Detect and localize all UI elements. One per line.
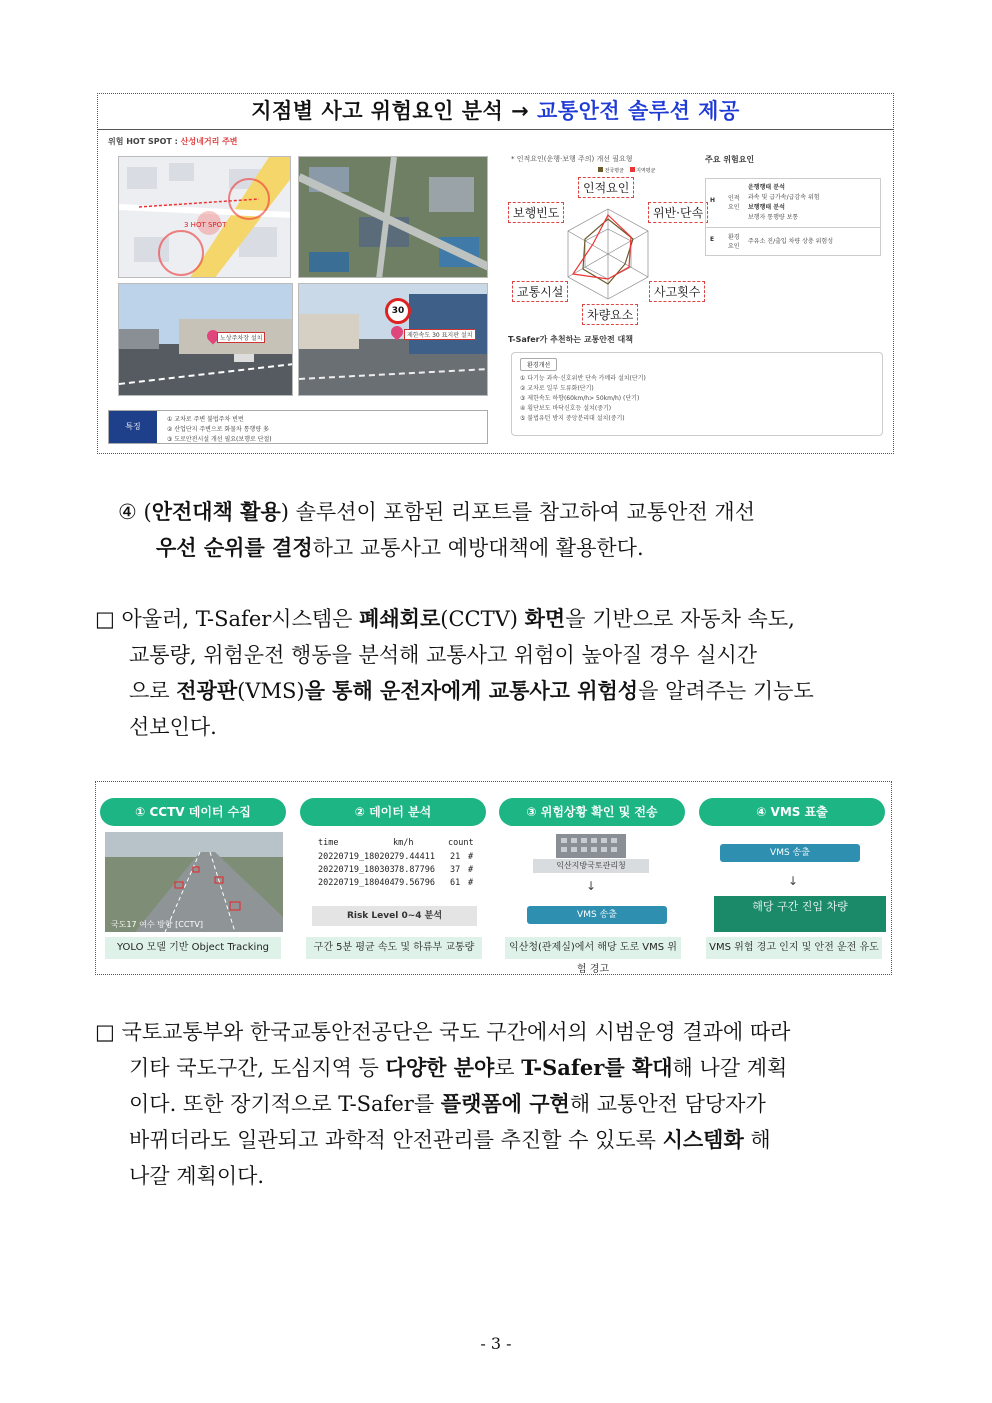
- para1-marker: ④: [118, 500, 137, 524]
- risk-item: 보행행태 분석: [748, 204, 785, 211]
- para3-line3: [95, 1086, 900, 1122]
- table-cell: 37: [450, 865, 461, 875]
- table-cell: 20220719_180303: [318, 865, 395, 875]
- para3-text: 해 교통안전 담당자가: [569, 1092, 766, 1116]
- table-row: [318, 878, 478, 891]
- map-illustration: [119, 157, 291, 278]
- radar-label-pedestrian: 보행빈도: [508, 202, 564, 223]
- feature-item: ② 산업단지 주변으로 화물차 통행량 多: [167, 426, 270, 433]
- map-hotspot-text: 3 HOT SPOT: [184, 221, 227, 229]
- risk-grade: E: [710, 236, 715, 243]
- table-cell: 21: [450, 852, 461, 862]
- cctv-overlay-text: 국도17 여수 방향 [CCTV]: [111, 920, 203, 929]
- table-cell: #: [468, 865, 474, 875]
- radar-label-vehicle: 차량요소: [582, 304, 638, 325]
- photo-tag-speed: 제한속도 30 표지판 설치: [404, 329, 476, 340]
- aerial-illustration: [299, 157, 488, 278]
- vehicle-entry-label: 해당 구간 진입 차량: [752, 900, 848, 913]
- vms-send-label-2: VMS 송출: [770, 848, 810, 858]
- paragraph-expansion-plan: [95, 1014, 900, 1194]
- table-cell: 20220719_180202: [318, 852, 395, 862]
- para3-text: 바뀌더라도 일관되고 과학적 안전관리를 추진할 수 있도록: [129, 1128, 663, 1152]
- para1-line1: [118, 494, 898, 530]
- risk-item: 주유소 진/출입 차량 상충 위험성: [748, 238, 833, 245]
- radar-label-accidents: 사고횟수: [649, 281, 705, 302]
- para3-bold: 다양한 분야: [385, 1055, 495, 1080]
- para3-bold: 시스템화: [662, 1127, 744, 1152]
- table-header-cell: count: [448, 838, 474, 848]
- checkbox-marker: □: [95, 1020, 115, 1044]
- figure-title-highlight: 교통안전 솔루션 제공: [537, 99, 740, 123]
- caption-vms: VMS 위험 경고 인지 및 안전 운전 유도: [706, 937, 882, 959]
- measures-box: [511, 352, 883, 436]
- risk-item: 과속 및 급가속/급감속 위험: [748, 194, 820, 201]
- para1-line2: [118, 530, 898, 566]
- table-header-cell: km/h: [393, 838, 414, 848]
- speed-limit-sign-icon: 30: [385, 298, 411, 324]
- radar-label-violation: 위반·단속: [648, 202, 708, 223]
- para1-text2: 하고 교통사고 예방대책에 활용한다.: [312, 536, 644, 560]
- risk-analysis-figure: [97, 93, 894, 454]
- para3-bold: T-Safer를 확대: [521, 1055, 673, 1080]
- step-pill-confirm: ③ 위험상황 확인 및 전송: [499, 798, 685, 826]
- para1-bold2: 우선 순위를 결정: [156, 535, 313, 560]
- para1-text1: ) 솔루션이 포함된 리포트를 참고하여 교통안전 개선: [280, 500, 755, 524]
- measure-item: ① 다기능 과속·신호위반 단속 카메라 설치(단기): [520, 375, 646, 382]
- table-cell: 20220719_180404: [318, 878, 395, 888]
- arrow-down-icon: ↓: [788, 874, 799, 888]
- vms-send-bar: [527, 906, 667, 924]
- table-header: [318, 838, 478, 852]
- para3-line4: [95, 1122, 900, 1158]
- para1-open-paren: (: [143, 500, 152, 524]
- risk-item: 보행자 통행량 보통: [748, 214, 799, 221]
- para2-line3: [95, 673, 900, 709]
- measure-item: ② 교차로 일부 도류화(단기): [520, 385, 594, 392]
- hotspot-label-text: 위험 HOT SPOT :: [108, 137, 178, 146]
- para3-text: 이다. 또한 장기적으로 T-Safer를: [129, 1092, 441, 1116]
- checkbox-marker: □: [95, 607, 115, 631]
- feature-label: 특징: [109, 411, 157, 443]
- aerial-photo: [298, 156, 488, 278]
- cctv-image: [105, 832, 283, 932]
- vms-send-label: VMS 송출: [577, 910, 617, 920]
- measure-item: ④ 횡단보도 바닥신호등 설치(중기): [520, 405, 612, 412]
- main-risk-title: 주요 위험요인: [705, 155, 755, 164]
- vehicle-entry-box: [714, 896, 886, 932]
- para3-line1: [95, 1014, 900, 1050]
- cctv-road-illustration: [105, 832, 283, 932]
- para2-line2: 교통량, 위험운전 행동을 분석해 교통사고 위험이 높아질 경우 실시간: [129, 643, 758, 667]
- radar-caption: * 인적요인(운행·보행 주의) 개선 필요형: [511, 155, 633, 163]
- risk-row: [706, 179, 880, 228]
- para2-text: (VMS): [237, 679, 305, 703]
- figure-title-prefix: 지점별 사고 위험요인 분석 →: [251, 99, 530, 123]
- table-cell: #: [468, 852, 474, 862]
- measure-item: ③ 제한속도 하향(60km/h> 50km/h) (단기): [520, 395, 640, 402]
- table-cell: 61: [450, 878, 461, 888]
- page-number: - 3 -: [480, 1334, 512, 1353]
- tsafer-measures-title: T-Safer가 추천하는 교통안전 대책: [508, 335, 633, 344]
- para3-line2: [95, 1050, 900, 1086]
- radar-legend: [598, 167, 655, 174]
- para3-text: 기타 국도구간, 도심지역 등: [129, 1056, 386, 1080]
- para2-text: 을 알려주는 기능도: [638, 679, 814, 703]
- arrow-down-icon: ↓: [586, 879, 597, 893]
- legend-national: 전국평균: [604, 168, 624, 174]
- table-row: [318, 865, 478, 878]
- risk-factor: 인적 요인: [728, 195, 740, 211]
- legend-local: 지역평균: [636, 168, 656, 174]
- risk-item: 운행행태 분석: [748, 184, 785, 191]
- table-cell: 79.44411: [394, 852, 435, 862]
- para2-bold: 폐쇄회로: [359, 606, 441, 631]
- para3-text: 해: [743, 1128, 771, 1152]
- para2-text: 으로: [129, 679, 177, 703]
- feature-box: [108, 410, 488, 444]
- street-illustration-1: [119, 284, 293, 396]
- caption-confirm: 익산청(관제실)에서 해당 도로 VMS 위험 경고: [505, 937, 681, 959]
- caption-analysis: 구간 5분 평균 속도 및 하류부 교통량: [306, 937, 482, 959]
- measure-item: ⑤ 불법유턴 방지 중앙분리대 설치(중기): [520, 415, 625, 422]
- paragraph-safety-measures: [118, 494, 898, 566]
- street-photo-speed-sign: [298, 283, 488, 396]
- risk-factor: 환경 요인: [728, 234, 740, 250]
- hotspot-location: 산성네거리 주변: [180, 137, 238, 146]
- para2-bold: 화면: [524, 606, 566, 631]
- vms-send-bar-2: [720, 844, 860, 862]
- caption-cctv: YOLO 모델 기반 Object Tracking: [105, 937, 281, 959]
- para3-bold: 플랫폼에 구현: [440, 1091, 570, 1116]
- para2-text: (CCTV): [440, 607, 525, 631]
- office-building-icon: [551, 830, 631, 858]
- step-pill-cctv: ① CCTV 데이터 수집: [100, 798, 286, 826]
- figure-title: [98, 94, 893, 130]
- office-label: 익산지방국토관리청: [533, 859, 649, 873]
- radar-label-facility: 교통시설: [512, 281, 568, 302]
- para2-bold: 을 통해 운전자에게 교통사고 위험성: [304, 678, 639, 703]
- para3-line5: 나갈 계획이다.: [129, 1164, 265, 1188]
- feature-item: ① 교차로 주변 불법주차 빈번: [167, 416, 244, 423]
- hotspot-map: [118, 156, 291, 278]
- para2-line4: 선보인다.: [129, 715, 217, 739]
- para2-bold: 전광판: [176, 678, 238, 703]
- street-photo-parking: [118, 283, 293, 396]
- table-cell: 78.87796: [394, 865, 435, 875]
- env-improve-label: 환경개선: [520, 358, 557, 371]
- risk-level-box: Risk Level 0~4 분석: [312, 906, 477, 926]
- hotspot-label: [108, 136, 238, 147]
- para2-line1: [95, 601, 900, 637]
- para2-text: 을 기반으로 자동차 속도,: [565, 607, 795, 631]
- para1-bold1: 안전대책 활용: [151, 499, 281, 524]
- photo-tag-parking: 노상주차장 설치: [217, 332, 265, 343]
- table-cell: #: [468, 878, 474, 888]
- step-pill-analysis: ② 데이터 분석: [300, 798, 486, 826]
- para3-text: 해 나갈 계획: [672, 1056, 788, 1080]
- radar-label-human: 인적요인: [578, 177, 634, 198]
- process-figure: [95, 781, 892, 975]
- table-header-cell: time: [318, 838, 339, 848]
- step-pill-vms: ④ VMS 표출: [699, 798, 885, 826]
- risk-table: [705, 178, 881, 256]
- table-cell: 79.56796: [394, 878, 435, 888]
- radar-chart: [553, 189, 663, 319]
- para3-text: 국토교통부와 한국교통안전공단은 국도 구간에서의 시범운영 결과에 따라: [121, 1020, 791, 1044]
- para3-text: 로: [494, 1056, 522, 1080]
- paragraph-tsafer-vms: [95, 601, 900, 745]
- data-table: [318, 838, 478, 891]
- risk-grade: H: [710, 197, 716, 204]
- feature-item: ③ 도로안전시설 개선 필요(보행로 단절): [167, 436, 272, 443]
- risk-row: [706, 228, 880, 256]
- para2-text: 아울러, T-Safer시스템은: [121, 607, 360, 631]
- table-row: [318, 852, 478, 865]
